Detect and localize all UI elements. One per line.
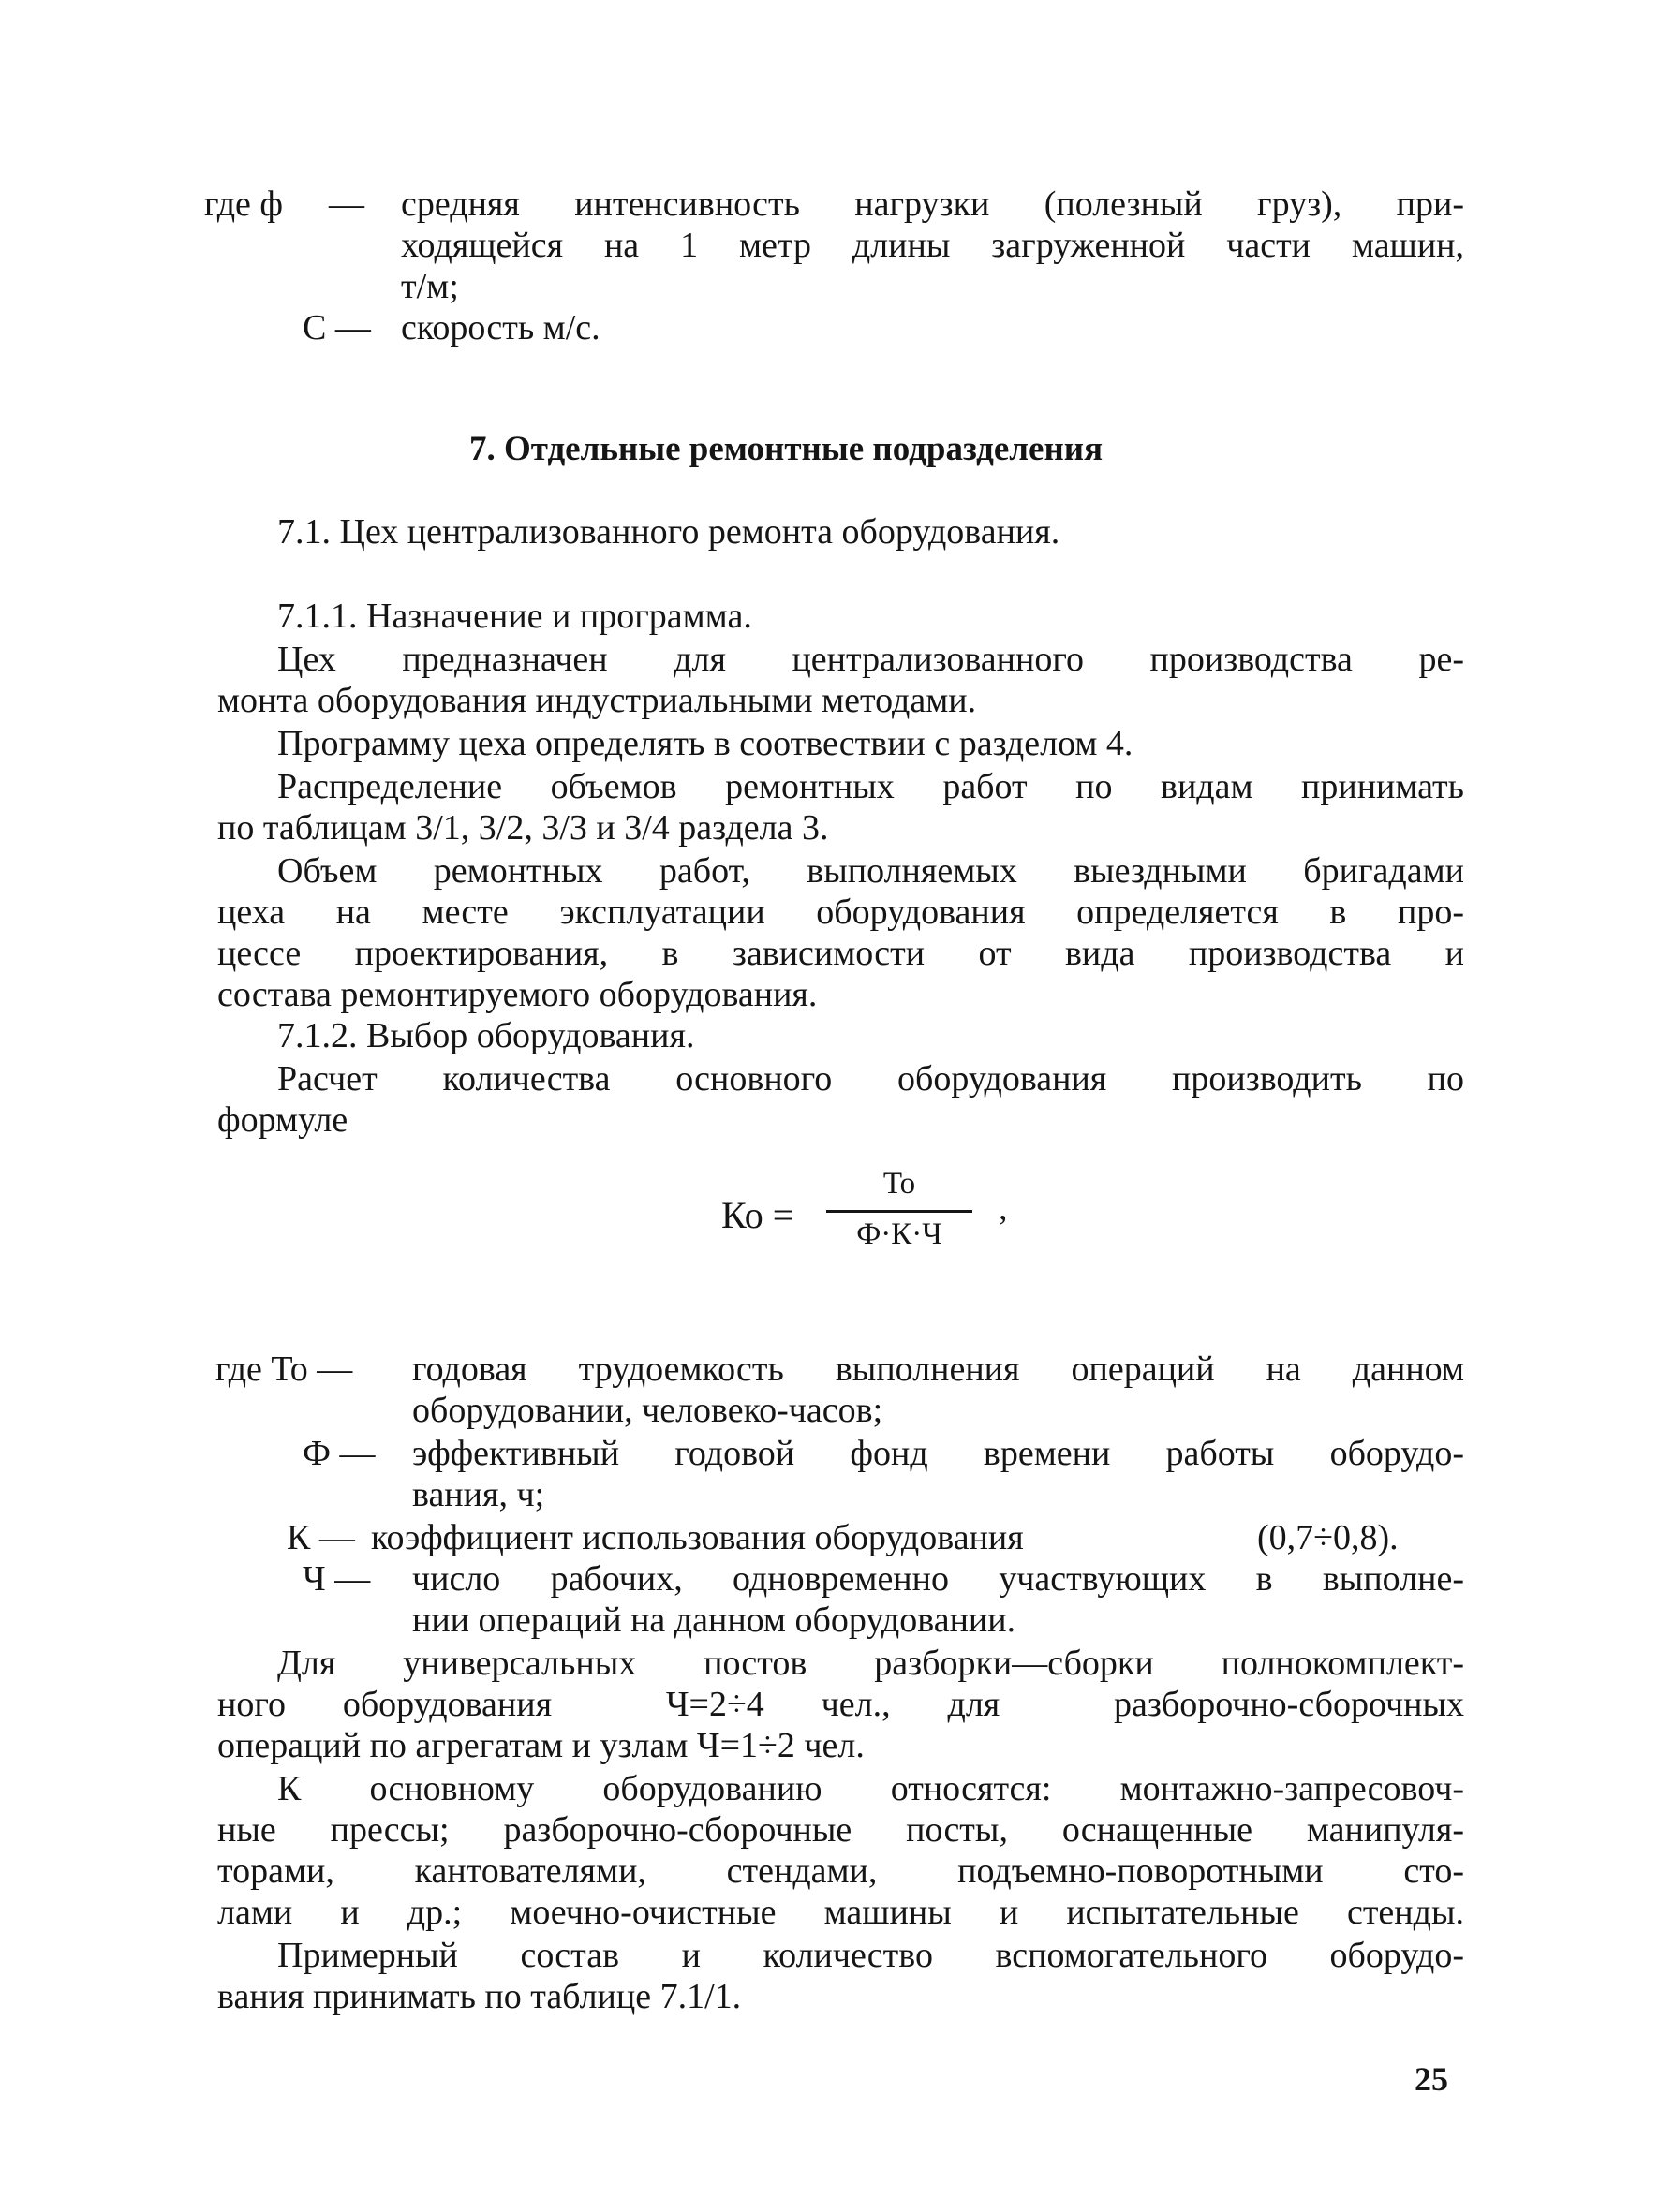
formula-denominator: Ф·К·Ч xyxy=(856,1217,942,1251)
paragraph-line: формуле xyxy=(217,1100,348,1140)
definition-label: где ф xyxy=(204,184,284,224)
formula-numerator: То xyxy=(882,1167,916,1201)
paragraph-line: Для универсальных постов разборки—сборки полнокомплект- xyxy=(277,1644,1464,1683)
paragraph-line: К основному оборудованию относятся: монтажно-запресовоч- xyxy=(277,1769,1464,1808)
definition-label: К — xyxy=(287,1518,355,1557)
paragraph-line: торами, кантователями, стендами, подъемно-поворотными сто- xyxy=(217,1851,1464,1891)
paragraph-line: Расчет количества основного оборудования производить по xyxy=(277,1059,1464,1099)
definition-label: С — xyxy=(303,308,371,347)
paragraph-line: цеха на месте эксплуатации оборудования определяется в про- xyxy=(217,892,1464,932)
definition-text: оборудовании, человеко-часов; xyxy=(412,1391,883,1430)
paragraph-line: монта оборудования индустриальными методами. xyxy=(217,681,977,720)
definition-text: годовая трудоемкость выполнения операций на данном xyxy=(412,1349,1464,1389)
page-number: 25 xyxy=(1415,2060,1448,2098)
paragraph-line: операций по агрегатам и узлам Ч=1÷2 чел. xyxy=(217,1726,865,1765)
definition-text: коэффициент использования оборудования xyxy=(371,1518,1024,1557)
definition-text: средняя интенсивность нагрузки (полезный груз), при- xyxy=(401,184,1464,224)
definition-label: где То — xyxy=(215,1349,353,1389)
paragraph-line: по таблицам 3/1, 3/2, 3/3 и 3/4 раздела 3. xyxy=(217,808,829,848)
paragraph-line: Объем ремонтных работ, выполняемых выездными бригадами xyxy=(277,851,1464,891)
paragraph-line: состава ремонтируемого оборудования. xyxy=(217,975,818,1014)
paragraph-line: Примерный состав и количество вспомогательного оборудо- xyxy=(277,1936,1464,1975)
definition-text: нии операций на данном оборудовании. xyxy=(412,1600,1016,1640)
definition-text: скорость м/с. xyxy=(401,308,600,347)
subsection-heading: 7.1.2. Выбор оборудования. xyxy=(277,1016,695,1055)
definition-text: вания, ч; xyxy=(412,1475,545,1514)
paragraph-line: лами и др.; моечно-очистные машины и испытательные стенды. xyxy=(217,1893,1464,1932)
fraction-bar xyxy=(826,1210,972,1213)
paragraph-line: Программу цеха определять в соотвествии с разделом 4. xyxy=(277,724,1133,763)
definition-text: т/м; xyxy=(401,267,459,306)
subsection-heading: 7.1.1. Назначение и программа. xyxy=(277,597,752,636)
dash: — xyxy=(329,184,364,224)
paragraph-line: ные прессы; разборочно-сборочные посты, оснащенные манипуля- xyxy=(217,1810,1464,1850)
paragraph-line: Цех предназначен для централизованного производства ре- xyxy=(277,640,1464,679)
definition-text: ходящейся на 1 метр длины загруженной части машин, xyxy=(401,226,1464,265)
section-title: 7. Отдельные ремонтные подразделения xyxy=(469,430,1104,468)
definition-label: Ф — xyxy=(303,1434,376,1473)
formula-comma: , xyxy=(999,1188,1008,1228)
subsection-title: 7.1. Цех централизованного ремонта оборудования. xyxy=(277,512,1060,552)
definition-label: Ч — xyxy=(303,1559,371,1599)
paragraph-line: ного оборудования Ч=2÷4 чел., для разборочно-сборочных xyxy=(217,1685,1464,1724)
definition-text: эффективный годовой фонд времени работы оборудо- xyxy=(412,1434,1464,1473)
paragraph-line: Распределение объемов ремонтных работ по видам принимать xyxy=(277,767,1464,806)
definition-text: число рабочих, одновременно участвующих в выполне- xyxy=(412,1559,1464,1599)
formula-lhs: Ко = xyxy=(721,1194,794,1236)
paragraph-line: вания принимать по таблице 7.1/1. xyxy=(217,1977,742,2016)
paragraph-line: цессе проектирования, в зависимости от вида производства и xyxy=(217,934,1464,973)
definition-value: (0,7÷0,8). xyxy=(1257,1518,1399,1557)
